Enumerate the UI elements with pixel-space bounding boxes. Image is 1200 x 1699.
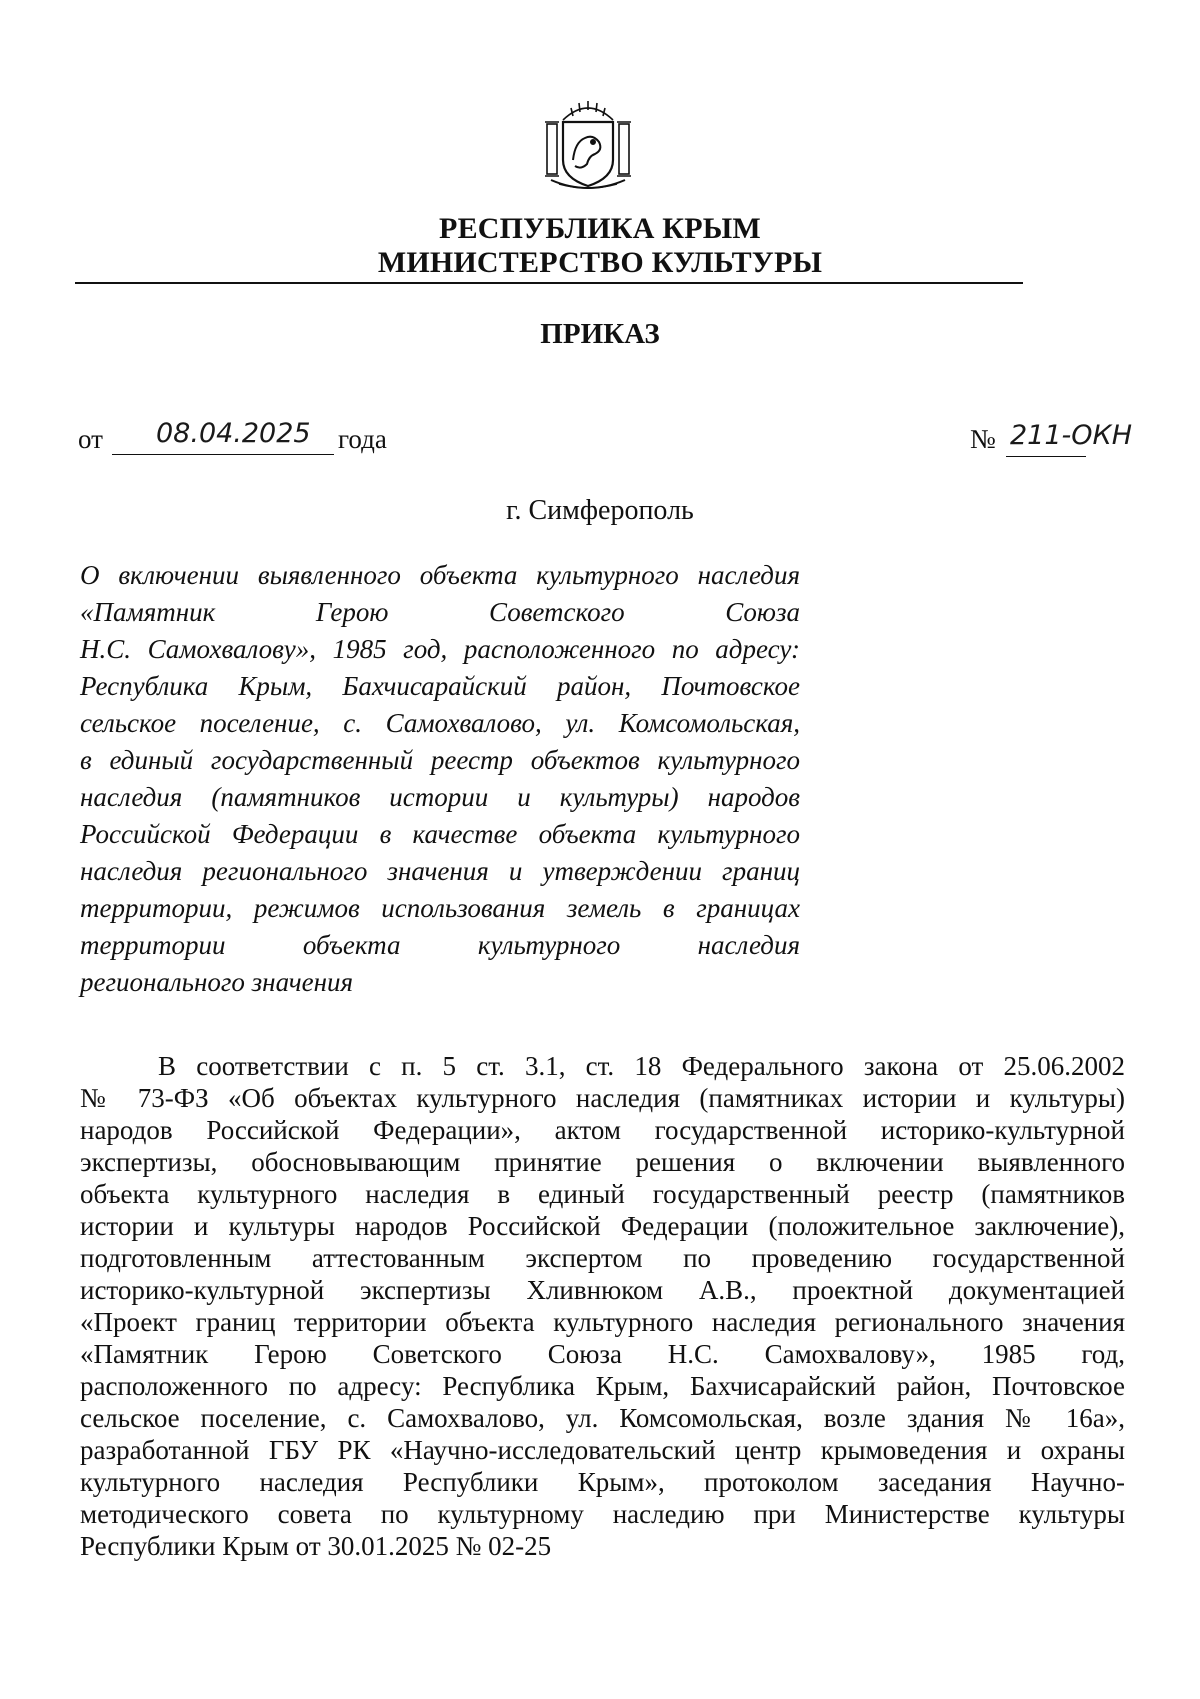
number-label: № <box>970 424 996 454</box>
order-subject <box>80 557 800 1001</box>
order-body <box>80 1050 1125 1562</box>
order-number-field <box>970 420 1133 455</box>
ministry-title: МИНИСТЕРСТВО КУЛЬТУРЫ <box>377 246 823 279</box>
subject-line: Российской Федерации в качестве объекта культурного <box>80 819 800 849</box>
body-line: народов Российской Федерации», актом государственной историко-культурной <box>80 1115 1125 1145</box>
subject-line: в единый государственный реестр объектов культурного <box>80 745 800 775</box>
document-type: ПРИКАЗ <box>540 318 660 350</box>
handwritten-order-number: 211-ОКН <box>1010 420 1133 451</box>
header-divider <box>75 282 1023 284</box>
date-prefix: от <box>78 424 103 454</box>
body-line: разработанной ГБУ РК «Научно-исследовательский центр крымоведения и охраны <box>80 1435 1125 1465</box>
body-line: В соответствии с п. 5 ст. 3.1, ст. 18 Федерального закона от 25.06.2002 <box>158 1051 1125 1081</box>
date-suffix: года <box>338 424 387 454</box>
republic-title: РЕСПУБЛИКА КРЫМ <box>439 212 761 245</box>
subject-line: территории, режимов использования земель в границах <box>80 893 800 923</box>
subject-line: наследия регионального значения и утверждении границ <box>80 856 800 886</box>
subject-line: регионального значения <box>80 967 354 997</box>
subject-line: «Памятник Герою Советского Союза <box>80 597 800 627</box>
subject-line: О включении выявленного объекта культурного наследия <box>80 560 800 590</box>
body-line: сельское поселение, с. Самохвалово, ул. Комсомольская, возле здания № 16а», <box>80 1403 1125 1433</box>
subject-line: сельское поселение, с. Самохвалово, ул. Комсомольская, <box>80 708 800 738</box>
body-line: подготовленным аттестованным экспертом по проведению государственной <box>80 1243 1125 1273</box>
city-line: г. Симферополь <box>506 495 694 526</box>
crimea-coat-of-arms-icon <box>533 98 643 198</box>
number-underline <box>1006 456 1086 457</box>
body-line: расположенного по адресу: Республика Крым, Бахчисарайский район, Почтовское <box>80 1371 1125 1401</box>
body-line: объекта культурного наследия в единый государственный реестр (памятников <box>80 1179 1125 1209</box>
body-line: «Памятник Герою Советского Союза Н.С. Самохвалову», 1985 год, <box>80 1339 1125 1369</box>
body-line: культурного наследия Республики Крым», протоколом заседания Научно- <box>80 1467 1125 1497</box>
subject-line: Республика Крым, Бахчисарайский район, Почтовское <box>80 671 800 701</box>
subject-line: наследия (памятников истории и культуры) народов <box>80 782 800 812</box>
body-line: № 73-ФЗ «Об объектах культурного наследия (памятниках истории и культуры) <box>80 1083 1125 1113</box>
body-line: историко-культурной экспертизы Хливнюком А.В., проектной документацией <box>80 1275 1125 1305</box>
date-underline <box>112 454 334 455</box>
subject-line: Н.С. Самохвалову», 1985 год, расположенного по адресу: <box>80 634 800 664</box>
body-line: методического совета по культурному наследию при Министерстве культуры <box>80 1499 1125 1529</box>
body-line: «Проект границ территории объекта культурного наследия регионального значения <box>80 1307 1125 1337</box>
body-line: экспертизы, обосновывающим принятие решения о включении выявленного <box>80 1147 1125 1177</box>
body-line: Республики Крым от 30.01.2025 № 02-25 <box>80 1531 552 1561</box>
body-line: истории и культуры народов Российской Федерации (положительное заключение), <box>80 1211 1125 1241</box>
handwritten-date: 08.04.2025 <box>156 418 311 449</box>
subject-line: территории объекта культурного наследия <box>80 930 800 960</box>
